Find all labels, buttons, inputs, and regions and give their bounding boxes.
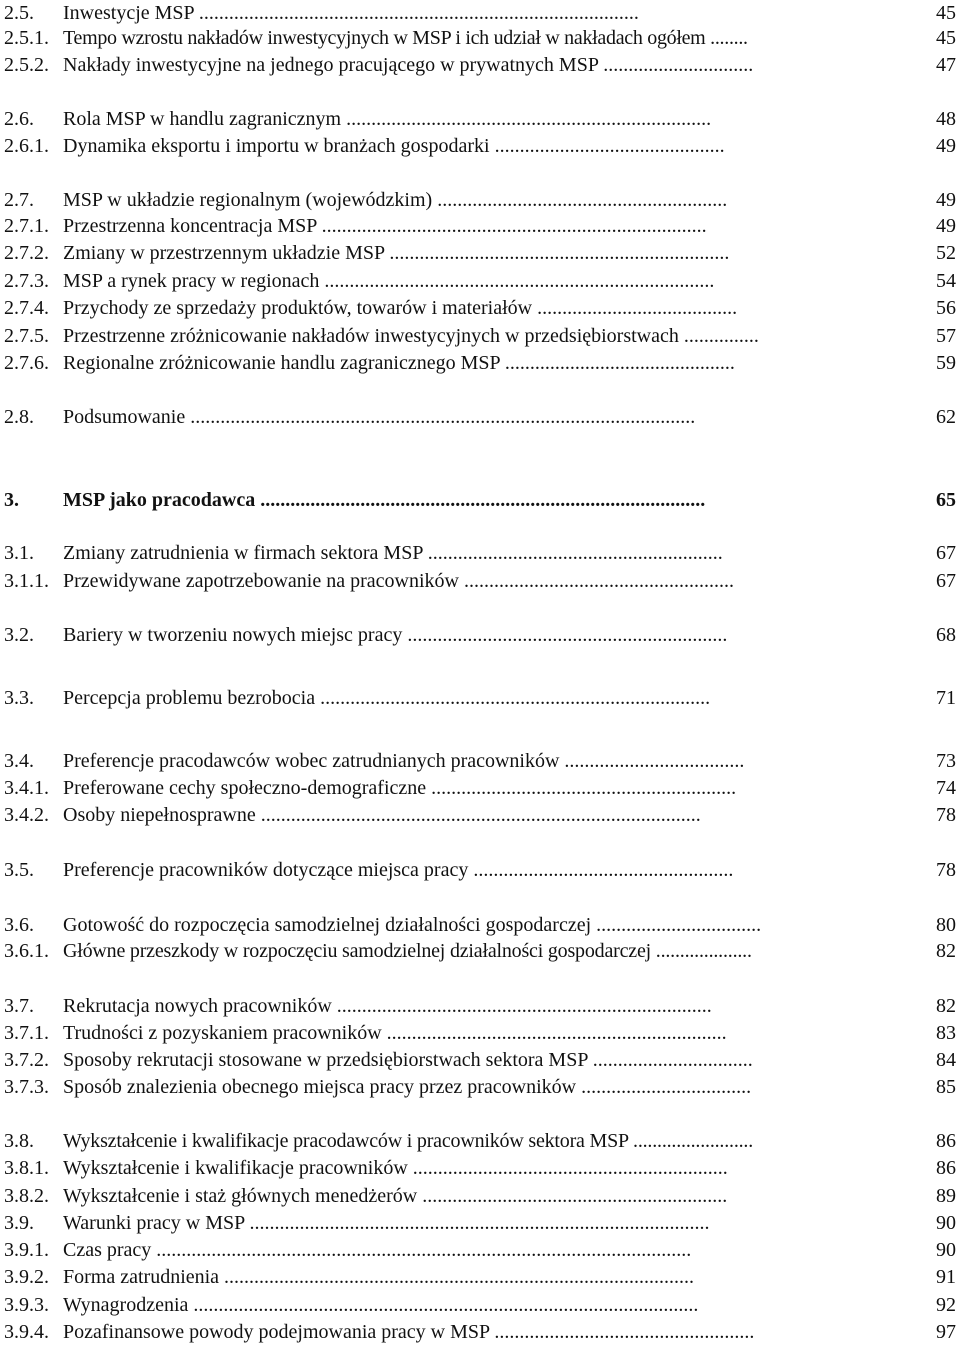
toc-entry-page: 84: [936, 1049, 956, 1071]
toc-entry-title: Regionalne zróżnicowanie handlu zagranicznego MSP ..............................................: [63, 352, 735, 374]
toc-entry[interactable]: [4, 106, 956, 132]
toc-entry-number: 3.7.3.: [4, 1076, 49, 1098]
toc-entry-page: 45: [936, 27, 956, 49]
toc-entry-number: 2.5.1.: [4, 27, 49, 49]
toc-entry-title: Sposoby rekrutacji stosowane w przedsiębiorstwach sektora MSP ................................: [63, 1049, 753, 1071]
toc-entry[interactable]: [4, 748, 956, 774]
toc-entry-title: Rola MSP w handlu zagranicznym .........................................................................: [63, 108, 712, 130]
toc-entry[interactable]: [4, 295, 956, 321]
toc-entry[interactable]: [4, 568, 956, 594]
toc-entry-number: 3.4.1.: [4, 777, 49, 799]
toc-entry-page: 89: [936, 1185, 956, 1207]
toc-entry-title: Wykształcenie i kwalifikacje pracowników ...............................................................: [63, 1157, 728, 1179]
toc-entry-number: 3.5.: [4, 859, 34, 881]
toc-chapter-entry[interactable]: [4, 487, 956, 513]
toc-entry-title: Tempo wzrostu nakładów inwestycyjnych w MSP i ich udział w nakładach ogółem ........: [63, 27, 748, 49]
toc-entry-number: 3.8.: [4, 1130, 34, 1152]
toc-entry-page: 68: [936, 624, 956, 646]
toc-entry-title: Zmiany w przestrzennym układzie MSP ....................................................................: [63, 242, 730, 264]
toc-entry[interactable]: [4, 540, 956, 566]
toc-entry-number: 3.9.4.: [4, 1321, 49, 1343]
toc-entry-number: 3.9.2.: [4, 1266, 49, 1288]
toc-entry[interactable]: [4, 1264, 956, 1290]
toc-entry-page: 47: [936, 54, 956, 76]
toc-entry-number: 2.6.1.: [4, 135, 49, 157]
toc-entry-number: 2.5.: [4, 2, 34, 24]
toc-entry[interactable]: [4, 1183, 956, 1209]
toc-entry[interactable]: [4, 938, 956, 964]
toc-entry-number: 3.1.: [4, 542, 34, 564]
toc-entry-page: 83: [936, 1022, 956, 1044]
toc-entry-page: 57: [936, 325, 956, 347]
toc-entry-title: Gotowość do rozpoczęcia samodzielnej działalności gospodarczej .................................: [63, 914, 762, 936]
toc-entry-number: 3.9.3.: [4, 1294, 49, 1316]
toc-entry-page: 85: [936, 1076, 956, 1098]
toc-entry-title: Sposób znalezienia obecnego miejsca pracy przez pracowników ..................................: [63, 1076, 752, 1098]
toc-entry-title: Czas pracy ...........................................................................................................: [63, 1239, 692, 1261]
toc-entry-number: 3.6.: [4, 914, 34, 936]
toc-entry[interactable]: [4, 622, 956, 648]
toc-entry-title: Bariery w tworzeniu nowych miejsc pracy ................................................................: [63, 624, 728, 646]
toc-entry-page: 78: [936, 859, 956, 881]
toc-entry-number: 3.7.1.: [4, 1022, 49, 1044]
toc-entry-number: 2.7.2.: [4, 242, 49, 264]
toc-entry[interactable]: [4, 1155, 956, 1181]
toc-entry[interactable]: [4, 1237, 956, 1263]
toc-entry[interactable]: [4, 323, 956, 349]
toc-entry-title: Przychody ze sprzedaży produktów, towarów i materiałów ........................................: [63, 297, 738, 319]
toc-entry-title: Główne przeszkody w rozpoczęciu samodzielnej działalności gospodarczej ....................: [63, 940, 752, 962]
toc-entry-title: Przestrzenna koncentracja MSP .............................................................................: [63, 215, 707, 237]
toc-entry-number: 2.7.: [4, 189, 34, 211]
toc-entry-page: 86: [936, 1130, 956, 1152]
toc-entry-title: Wykształcenie i staż głównych menedżerów .............................................................: [63, 1185, 728, 1207]
toc-entry[interactable]: [4, 1074, 956, 1100]
toc-entry-number: 3.1.1.: [4, 570, 49, 592]
toc-entry-page: 91: [936, 1266, 956, 1288]
toc-entry-title: Rekrutacja nowych pracowników ...........................................................................: [63, 995, 712, 1017]
toc-entry-page: 82: [936, 940, 956, 962]
toc-entry-page: 49: [936, 215, 956, 237]
toc-entry-page: 73: [936, 750, 956, 772]
toc-entry[interactable]: [4, 1210, 956, 1236]
toc-entry-page: 80: [936, 914, 956, 936]
toc-entry[interactable]: [4, 993, 956, 1019]
toc-entry[interactable]: [4, 404, 956, 430]
toc-entry-number: 2.8.: [4, 406, 34, 428]
toc-entry-title: MSP jako pracodawca .........................................................................................: [63, 489, 706, 511]
toc-entry-title: Zmiany zatrudnienia w firmach sektora MSP ...........................................................: [63, 542, 723, 564]
toc-entry-page: 54: [936, 270, 956, 292]
toc-entry-page: 67: [936, 542, 956, 564]
toc-entry[interactable]: [4, 268, 956, 294]
toc-entry[interactable]: [4, 685, 956, 711]
toc-entry-number: 2.7.4.: [4, 297, 49, 319]
toc-entry[interactable]: [4, 802, 956, 828]
toc-entry-title: MSP w układzie regionalnym (wojewódzkim) ..........................................................: [63, 189, 728, 211]
toc-entry-page: 59: [936, 352, 956, 374]
toc-entry-page: 49: [936, 135, 956, 157]
toc-entry-page: 90: [936, 1212, 956, 1234]
toc-entry[interactable]: [4, 1292, 956, 1318]
toc-entry-number: 3.9.1.: [4, 1239, 49, 1261]
toc-entry-number: 3.2.: [4, 624, 34, 646]
toc-entry-title: Podsumowanie .....................................................................................................: [63, 406, 696, 428]
toc-entry[interactable]: [4, 133, 956, 159]
toc-entry-title: Preferencje pracowników dotyczące miejsca pracy ....................................................: [63, 859, 734, 881]
toc-entry-page: 45: [936, 2, 956, 24]
toc-entry-page: 67: [936, 570, 956, 592]
toc-entry-page: 48: [936, 108, 956, 130]
toc-entry-title: Dynamika eksportu i importu w branżach gospodarki ..............................................: [63, 135, 725, 157]
toc-entry[interactable]: [4, 775, 956, 801]
toc-entry[interactable]: [4, 240, 956, 266]
toc-entry-number: 2.5.2.: [4, 54, 49, 76]
toc-entry-title: MSP a rynek pracy w regionach ..............................................................................: [63, 270, 715, 292]
toc-entry-title: Inwestycje MSP ........................................................................................: [63, 2, 639, 24]
toc-entry-title: Forma zatrudnienia ..............................................................................................: [63, 1266, 695, 1288]
toc-entry[interactable]: [4, 52, 956, 78]
toc-entry[interactable]: [4, 187, 956, 213]
toc-entry-page: 97: [936, 1321, 956, 1343]
toc-entry-page: 49: [936, 189, 956, 211]
toc-entry-page: 90: [936, 1239, 956, 1261]
toc-entry-title: Preferowane cechy społeczno-demograficzne .............................................................: [63, 777, 737, 799]
toc-entry-number: 3.6.1.: [4, 940, 49, 962]
toc-entry[interactable]: [4, 1020, 956, 1046]
toc-entry-page: 86: [936, 1157, 956, 1179]
toc-entry-title: Przestrzenne zróżnicowanie nakładów inwestycyjnych w przedsiębiorstwach ...............: [63, 325, 759, 347]
toc-entry-page: 82: [936, 995, 956, 1017]
toc-entry[interactable]: [4, 1128, 956, 1154]
toc-entry-page: 74: [936, 777, 956, 799]
toc-entry-number: 2.7.5.: [4, 325, 49, 347]
toc-entry-title: Nakłady inwestycyjne na jednego pracującego w prywatnych MSP ..............................: [63, 54, 754, 76]
toc-entry-title: Wykształcenie i kwalifikacje pracodawców i pracowników sektora MSP .........................: [63, 1130, 754, 1152]
toc-entry[interactable]: [4, 1047, 956, 1073]
toc-entry-page: 62: [936, 406, 956, 428]
toc-entry[interactable]: [4, 0, 956, 26]
toc-entry[interactable]: [4, 25, 956, 51]
toc-entry-number: 3.8.1.: [4, 1157, 49, 1179]
toc-entry-number: 3.9.: [4, 1212, 34, 1234]
toc-entry-number: 3.4.2.: [4, 804, 49, 826]
toc-entry-title: Percepcja problemu bezrobocia ..............................................................................: [63, 687, 711, 709]
toc-entry-page: 78: [936, 804, 956, 826]
toc-entry-number: 3.8.2.: [4, 1185, 49, 1207]
toc-entry-number: 2.7.6.: [4, 352, 49, 374]
toc-entry-title: Osoby niepełnosprawne ........................................................................................: [63, 804, 701, 826]
toc-entry-page: 71: [936, 687, 956, 709]
toc-entry-page: 56: [936, 297, 956, 319]
toc-entry-title: Warunki pracy w MSP ............................................................................................: [63, 1212, 710, 1234]
toc-entry-title: Wynagrodzenia .....................................................................................................: [63, 1294, 699, 1316]
toc-entry-number: 3.4.: [4, 750, 34, 772]
toc-entry-number: 3.7.: [4, 995, 34, 1017]
toc-entry-number: 2.6.: [4, 108, 34, 130]
toc-entry[interactable]: [4, 350, 956, 376]
toc-entry-number: 3.: [4, 489, 19, 511]
toc-entry-title: Trudności z pozyskaniem pracowników ....................................................................: [63, 1022, 727, 1044]
toc-entry-title: Preferencje pracodawców wobec zatrudnianych pracowników ....................................: [63, 750, 745, 772]
toc-entry-page: 92: [936, 1294, 956, 1316]
toc-entry-page: 52: [936, 242, 956, 264]
toc-entry[interactable]: [4, 857, 956, 883]
toc-entry-number: 2.7.3.: [4, 270, 49, 292]
toc-entry-number: 2.7.1.: [4, 215, 49, 237]
toc-entry[interactable]: [4, 213, 956, 239]
toc-entry-page: 65: [936, 489, 956, 511]
toc-entry-number: 3.3.: [4, 687, 34, 709]
toc-entry-title: Pozafinansowe powody podejmowania pracy w MSP ....................................................: [63, 1321, 755, 1343]
toc-entry[interactable]: [4, 1319, 956, 1345]
toc-entry-number: 3.7.2.: [4, 1049, 49, 1071]
toc-entry-title: Przewidywane zapotrzebowanie na pracowników ......................................................: [63, 570, 734, 592]
toc-entry[interactable]: [4, 912, 956, 938]
